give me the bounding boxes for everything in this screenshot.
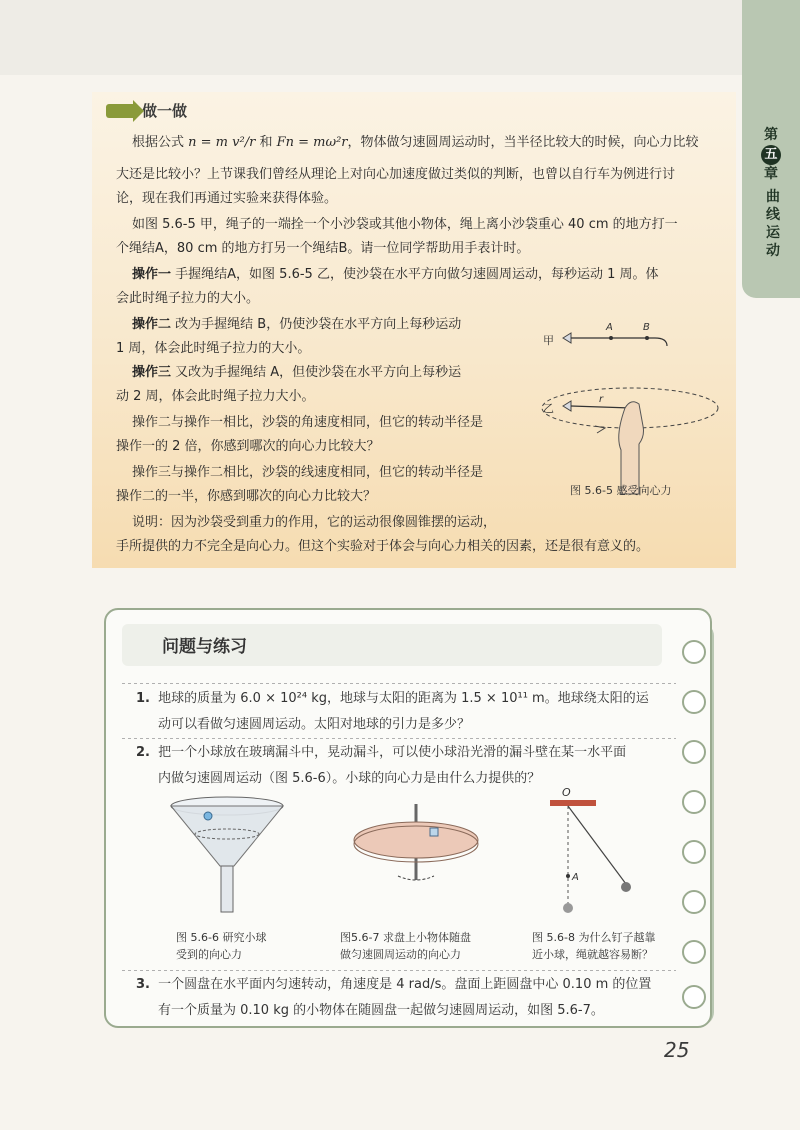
question-2-number: 2. bbox=[136, 745, 150, 760]
cmp2-line1: 操作三与操作二相比，沙袋的线速度相同，但它的转动半径是 bbox=[132, 465, 484, 480]
rest-ball-icon bbox=[563, 903, 573, 913]
fig-label-a: A bbox=[606, 322, 613, 333]
op3-text: 又改为手握绳结 A，但使沙袋在水平方向上每秒运 bbox=[175, 365, 462, 380]
chapter-marker bbox=[750, 126, 792, 184]
fig-5-6-8-caption-1: 图 5.6-8 为什么钉子越靠 bbox=[532, 931, 656, 944]
binder-ring-icon bbox=[682, 940, 706, 964]
chapter-title: 曲线运动 bbox=[766, 189, 780, 259]
note-line1: 说明：因为沙袋受到重力的作用，它的运动很像圆锥摆的运动， bbox=[132, 515, 497, 530]
para2-line2: 个绳结A，80 cm 的地方打另一个绳结B。请一位同学帮助用手表计时。 bbox=[116, 241, 530, 256]
fig-label-yi: 乙 bbox=[543, 402, 554, 415]
op1-label: 操作一 bbox=[132, 267, 172, 282]
fig8-label-a: A bbox=[572, 872, 579, 883]
op3-line1 bbox=[132, 360, 461, 385]
question-3-line2: 有一个质量为 0.10 kg 的小物体在随圆盘一起做匀速圆周运动，如图 5.6-7。 bbox=[158, 1003, 604, 1018]
arrow-icon bbox=[106, 104, 134, 118]
question-2-line2: 内做匀速圆周运动（图 5.6-6）。小球的向心力是由什么力提供的？ bbox=[158, 771, 541, 786]
ball-icon bbox=[204, 812, 212, 820]
knot-a bbox=[609, 336, 613, 340]
binder-ring-icon bbox=[682, 890, 706, 914]
binder-ring-icon bbox=[682, 985, 706, 1009]
question-3-text: 一个圆盘在水平面内匀速转动，角速度是 4 rad/s。盘面上距圆盘中心 0.10 m 的位置 bbox=[158, 977, 652, 992]
fig-5-6-7-caption-1: 图5.6-7 求盘上小物体随盘 bbox=[340, 931, 471, 944]
fig-5-6-6-caption-1: 图 5.6-6 研究小球 bbox=[176, 931, 267, 944]
figure-5-6-8 bbox=[540, 784, 640, 919]
formula-1: n = m v²/r bbox=[188, 135, 256, 150]
op2-line2: 1 周，体会此时绳子拉力的大小。 bbox=[116, 341, 311, 356]
rope-radius bbox=[571, 406, 631, 408]
question-3-line1 bbox=[136, 972, 651, 998]
pendulum-ball-icon bbox=[621, 882, 631, 892]
question-1-line2: 动可以看做匀速圆周运动。太阳对地球的引力是多少？ bbox=[158, 717, 471, 732]
op1-text: 手握绳结A，如图 5.6-5 乙，使沙袋在水平方向做匀速圆周运动，每秒运动 1 周。体 bbox=[175, 267, 659, 282]
op2-text: 改为手握绳结 B，仍使沙袋在水平方向上每秒运动 bbox=[175, 317, 462, 332]
exercises-header bbox=[122, 624, 662, 666]
divider-line bbox=[122, 738, 676, 739]
binder-ring-icon bbox=[682, 740, 706, 764]
binder-ring-icon bbox=[682, 690, 706, 714]
para1-text-a: 根据公式 bbox=[132, 135, 185, 150]
op1-line1 bbox=[132, 262, 659, 287]
funnel-stem bbox=[221, 866, 233, 912]
fig-label-r: r bbox=[599, 394, 604, 405]
block-icon bbox=[430, 828, 438, 836]
exercises-title: 问题与练习 bbox=[162, 637, 247, 657]
op2-line1 bbox=[132, 312, 461, 337]
fig8-label-o: O bbox=[562, 786, 571, 799]
fig-5-6-5-caption: 图 5.6-5 感受向心力 bbox=[570, 484, 672, 497]
fig-label-b: B bbox=[643, 322, 650, 333]
question-1-line1 bbox=[136, 686, 649, 712]
top-band bbox=[0, 0, 800, 75]
para1-line1 bbox=[132, 130, 699, 155]
figure-5-6-7 bbox=[350, 800, 482, 900]
fig-5-6-7-caption-2: 做匀速圆周运动的向心力 bbox=[340, 948, 461, 961]
question-1-number: 1. bbox=[136, 691, 150, 706]
para1-line2: 大还是比较小？上节课我们曾经从理论上对向心加速度做过类似的判断，也曾以自行车为例进行讨 bbox=[116, 167, 676, 182]
para1-mid: 和 bbox=[259, 135, 273, 150]
chapter-side-tab bbox=[742, 0, 800, 298]
knot-b bbox=[645, 336, 649, 340]
funnel-cone bbox=[171, 806, 283, 866]
hand-icon bbox=[619, 402, 644, 494]
chapter-prefix: 第 bbox=[764, 127, 778, 143]
cmp1-line1: 操作二与操作一相比，沙袋的角速度相同，但它的转动半径是 bbox=[132, 415, 484, 430]
cmp2-line2: 操作二的一半，你感到哪次的向心力比较大？ bbox=[116, 489, 377, 504]
para1-line3: 论，现在我们再通过实验来获得体验。 bbox=[116, 191, 338, 206]
nail-a-icon bbox=[566, 874, 570, 878]
op3-label: 操作三 bbox=[132, 365, 172, 380]
disk bbox=[354, 822, 478, 858]
sandbag-icon-2 bbox=[563, 401, 571, 411]
ceiling-bar bbox=[550, 800, 596, 806]
activity-heading bbox=[106, 100, 187, 121]
question-1-text: 地球的质量为 6.0 × 10²⁴ kg，地球与太阳的距离为 1.5 × 10¹¹ m。地球绕太阳的运 bbox=[158, 691, 649, 706]
cmp1-line2: 操作一的 2 倍，你感到哪次的向心力比较大？ bbox=[116, 439, 380, 454]
op1-line2: 会此时绳子拉力的大小。 bbox=[116, 291, 260, 306]
chapter-suffix: 章 bbox=[764, 166, 778, 182]
chapter-number: 五 bbox=[761, 145, 781, 165]
question-2-text: 把一个小球放在玻璃漏斗中，晃动漏斗，可以使小球沿光滑的漏斗壁在某一水平面 bbox=[158, 745, 627, 760]
question-3-number: 3. bbox=[136, 977, 150, 992]
para1-text-b: ，物体做匀速圆周运动时，当半径比较大的时候，向心力比较 bbox=[347, 135, 699, 150]
fig-5-6-6-caption-2: 受到的向心力 bbox=[176, 948, 242, 961]
note-line2: 手所提供的力不完全是向心力。但这个实验对于体会与向心力相关的因素，还是很有意义的。 bbox=[116, 539, 650, 554]
divider-line bbox=[122, 970, 676, 971]
fig-5-6-8-caption-2: 近小球，绳就越容易断？ bbox=[532, 948, 653, 961]
binder-ring-icon bbox=[682, 840, 706, 864]
divider-line bbox=[122, 683, 676, 684]
question-2-line1 bbox=[136, 740, 626, 766]
formula-2: Fn = mω²r bbox=[276, 135, 348, 150]
binder-ring-icon bbox=[682, 640, 706, 664]
sandbag-icon bbox=[563, 333, 571, 343]
fig-label-jia: 甲 bbox=[543, 334, 554, 347]
figure-5-6-6 bbox=[168, 796, 286, 916]
activity-title: 做一做 bbox=[142, 102, 188, 120]
figure-5-6-5 bbox=[535, 312, 725, 502]
page-number: 25 bbox=[664, 1038, 690, 1062]
binder-ring-icon bbox=[682, 790, 706, 814]
para2-line1: 如图 5.6-5 甲，绳子的一端拴一个小沙袋或其他小物体，绳上离小沙袋重心 40 cm 的地方打一 bbox=[132, 217, 678, 232]
rope-line bbox=[571, 338, 667, 346]
op3-line2: 动 2 周，体会此时绳子拉力大小。 bbox=[116, 389, 315, 404]
op2-label: 操作二 bbox=[132, 317, 172, 332]
